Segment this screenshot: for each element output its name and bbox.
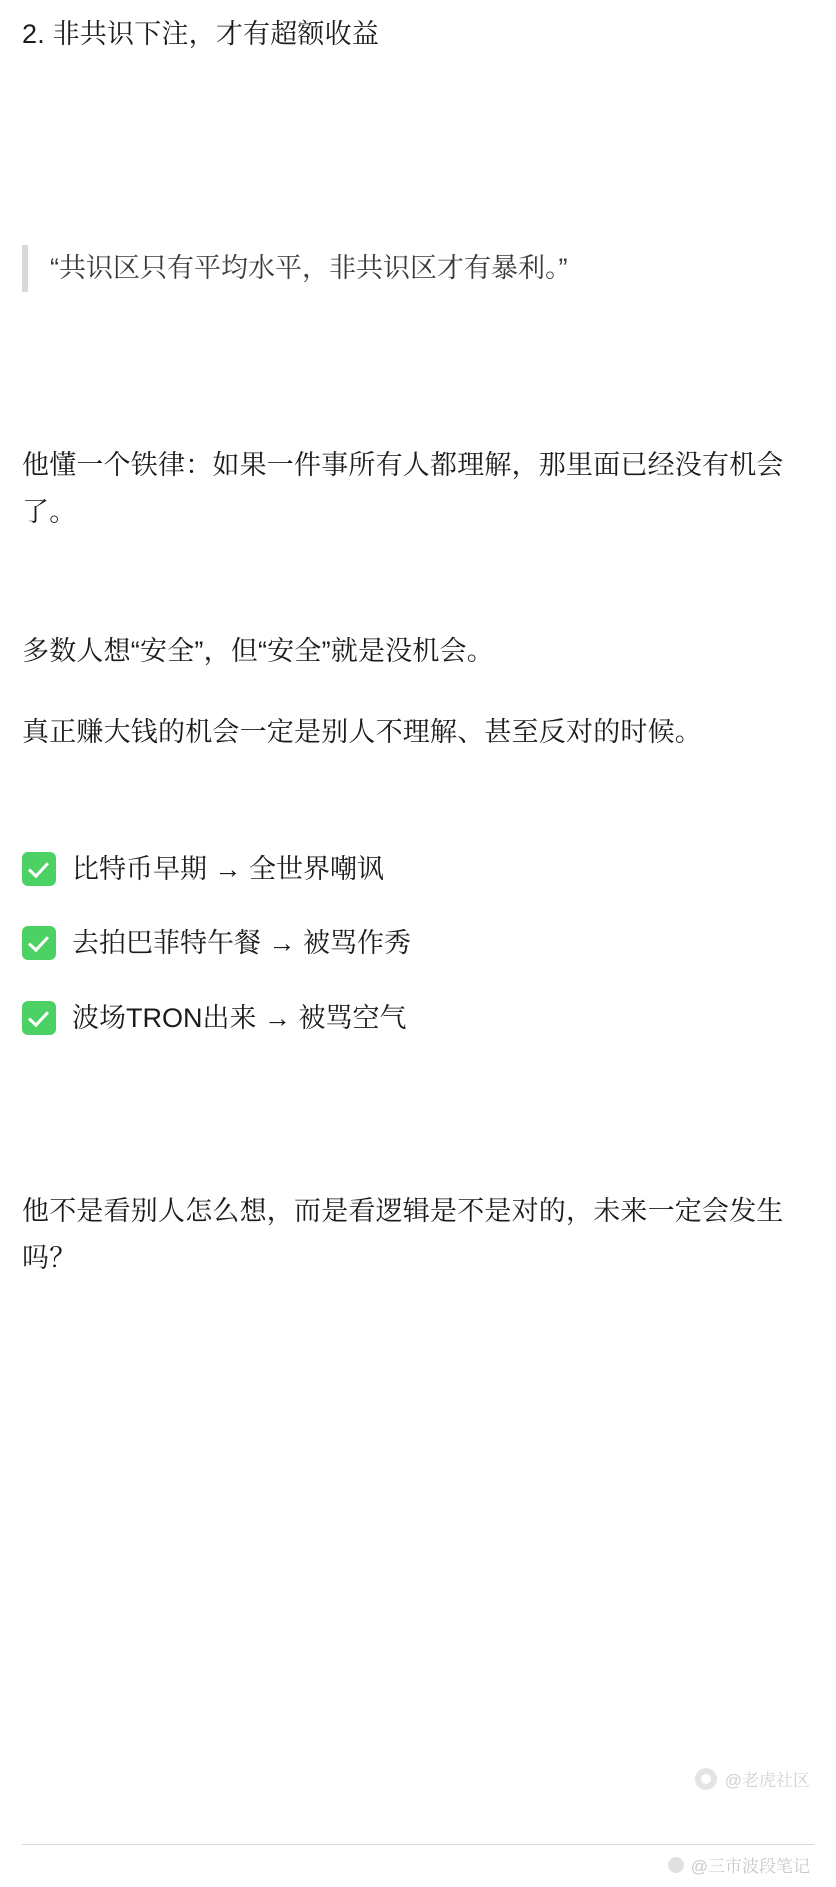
spacer — [22, 536, 814, 628]
list-item — [22, 849, 814, 890]
list-item — [22, 923, 814, 964]
spacer — [22, 292, 814, 442]
list-item-label: 去拍巴菲特午餐 → 被骂作秀 — [72, 928, 412, 959]
list-item-label: 波场TRON出来 → 被骂空气 — [72, 1002, 407, 1033]
check-mark-icon — [22, 1001, 56, 1035]
paragraph-2: 多数人想“安全”，但“安全”就是没机会。 — [22, 636, 494, 667]
avatar-icon — [668, 1857, 684, 1873]
paragraph-1: 他懂一个铁律：如果一件事所有人都理解，那里面已经没有机会了。 — [22, 449, 784, 527]
pull-quote: “共识区只有平均水平，非共识区才有暴利。” — [22, 245, 814, 292]
check-mark-icon — [22, 852, 56, 886]
spacer — [22, 55, 814, 245]
tiger-logo-icon — [695, 1768, 717, 1790]
checklist — [22, 849, 814, 1039]
watermark-primary-label: @老虎社区 — [724, 1771, 810, 1790]
spacer — [22, 1038, 814, 1188]
watermark-primary — [695, 1766, 810, 1791]
divider — [22, 1844, 814, 1845]
paragraph-3: 真正赚大钱的机会一定是别人不理解、甚至反对的时候。 — [22, 717, 702, 748]
spacer — [22, 675, 814, 709]
check-mark-icon — [22, 926, 56, 960]
list-item-label: 比特币早期 → 全世界嘲讽 — [72, 853, 385, 884]
page-title: 2. 非共识下注，才有超额收益 — [22, 19, 380, 49]
watermark-secondary-label: @三市波段笔记 — [690, 1857, 810, 1876]
watermark-secondary — [668, 1852, 810, 1877]
list-item — [22, 998, 814, 1039]
paragraph-4: 他不是看别人怎么想，而是看逻辑是不是对的，未来一定会发生吗？ — [22, 1196, 784, 1274]
spacer — [22, 757, 814, 849]
